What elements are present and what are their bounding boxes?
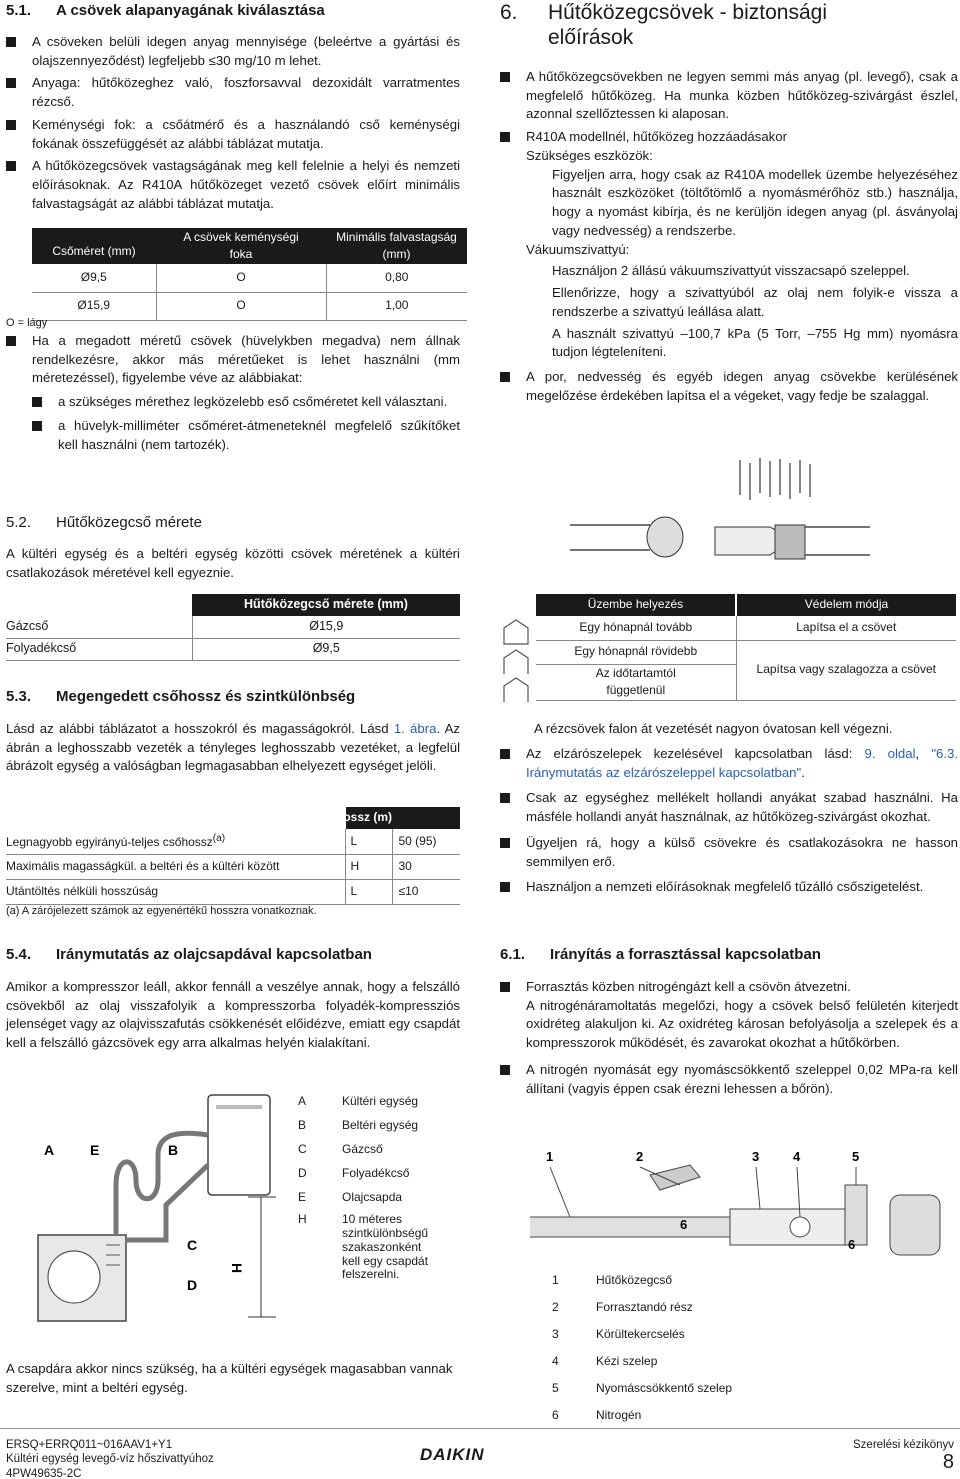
fig-num-5: 5 (852, 1149, 860, 1164)
tools-label: Szükséges eszközök: (526, 147, 653, 163)
bullet-foreign-matter: A csöveken belüli idegen anyag mennyisége (beleértve a gyártási és olajszennyeződést) legfeljebb ≤30 mg/10 m lehet. (6, 33, 460, 70)
figure-1-link[interactable]: 1. ábra (393, 721, 437, 736)
heading-5-1: 5.1. A csövek alapanyagának kiválasztása (6, 2, 325, 19)
table-allowed-length (6, 807, 460, 905)
paragraph-through-wall: A rézcsövek falon át vezetését nagyon óvatosan kell végezni. (534, 721, 893, 736)
legend-item: 6 Nitrogén (552, 1408, 642, 1423)
daikin-logo: DAIKIN (420, 1445, 485, 1464)
reducing-valve-icon (845, 1185, 867, 1245)
heading-6-1: 6.1. Irányítás a forrasztással kapcsolatban (500, 946, 821, 963)
table-row: Gázcső Ø15,9 (6, 616, 460, 638)
vacuum-paragraph-1: Használjon 2 állású vákuumszivattyút visszacsapó szeleppel. (552, 263, 910, 279)
table-row: Maximális magasságkül. a beltéri és a kültéri között H 30 (6, 854, 460, 879)
table-row: Az időtartamtól függetlenül (536, 664, 956, 700)
fig-label-b: B (168, 1142, 179, 1158)
bullet-stop-valve: Az elzárószelepek kezelésével kapcsolatban lásd: 9. oldal, "6.3. Iránymutatás az elzárószeleppel kapcsolatban". (500, 745, 958, 782)
table-row: Legnagyobb egyirányú-teljes csőhossz$^{(a)}$ L 50 (95) (6, 829, 460, 854)
paragraph-oil-trap: Amikor a kompresszor leáll, akkor fennáll a veszélye annak, hogy a felszálló csövekből az olaj visszafolyik a kompresszorba folyadék-kompressziós jelenséget vagy az olajvisszafutás csökkenését előidézve, emiatt egy csapdát kell a felszálló gázcsövek egy arra alkalmas helyén kialakítani. (6, 979, 460, 1051)
legend-item: 1 Hűtőközegcső (552, 1273, 673, 1287)
footer-model: ERSQ+ERRQ011~016AAV1+Y1 (6, 1439, 173, 1451)
table-row: Egy hónapnál rövidebb Lapítsa vagy szalagozza a csövet (536, 640, 956, 664)
bullet-nitrogen-pressure: A nitrogén nyomását egy nyomáscsökkentő szeleppel 0,02 MPa-ra kell állítani (vagyis éppen csak érezni lehessen a bőrön). (500, 1061, 958, 1098)
fig-num-2: 2 (636, 1149, 644, 1164)
legend-item: D Folyadékcső (298, 1166, 410, 1181)
house-icon (504, 650, 528, 674)
indoor-unit-shape (208, 1095, 270, 1195)
col-pipe-size-header: Hűtőközegcső mérete (mm) (192, 594, 460, 616)
table-wall-thickness (32, 228, 467, 321)
vacuum-paragraph-3: A használt szivattyú –100,7 kPa (5 Torr, –755 Hg mm) nyomásra tudjon légteleníteni. (552, 325, 958, 360)
footer-left (6, 1438, 214, 1479)
legend-item: H 10 méteres szintkülönbségű szakaszonként kell egy csapdát felszerelni. (298, 1212, 429, 1282)
heading-6: 6. Hűtőközegcsövek - biztonsági előírások (500, 1, 827, 50)
table-pipe-protection (536, 594, 956, 701)
col-pipe-size: Csőméret (mm) (52, 243, 136, 258)
section-6-1-bullets (500, 978, 958, 1098)
house-icon (504, 678, 528, 702)
oil-trap-legend (298, 1093, 463, 1289)
torch-icon (650, 1165, 700, 1190)
paragraph-pipe-length: Lásd az alábbi táblázatot a hosszokról és magasságokról. Lásd 1. ábra. Az ábrán a leghosszabb vezeték a tényleges leghosszabb vezetéket, a legfelül ábrázolt egység a valóságban legmagasabban elhelyezett egységet jelöli. (6, 721, 460, 774)
hand-valve-icon (790, 1217, 810, 1237)
pipe-end-illustration (570, 455, 870, 575)
fig-label-a: A (44, 1142, 55, 1158)
legend-item: 3 Körültekercselés (552, 1327, 685, 1342)
fig-label-e: E (90, 1142, 100, 1158)
bullet-nearest-size: a szükséges mérethez legközelebb eső csőméretet kell választani. (32, 393, 460, 412)
legend-item: 4 Kézi szelep (552, 1354, 658, 1369)
fig-num-4: 4 (793, 1149, 801, 1164)
legend-item: E Olajcsapda (298, 1190, 403, 1205)
table-row: Ø15,9 O 1,00 (32, 292, 467, 320)
fig-num-6b: 6 (848, 1237, 856, 1252)
heading-5-4: 5.4. Iránymutatás az olajcsapdával kapcsolatban (6, 946, 372, 963)
footer-rule (0, 1428, 960, 1429)
oil-trap-diagram (36, 1085, 296, 1325)
table-row: Egy hónapnál tovább Lapítsa el a csövet (536, 616, 956, 640)
pipe-cap-icon (647, 517, 683, 557)
table-row: Utántöltés nélküli hosszúság L ≤10 (6, 879, 460, 904)
col-hardness: A csövek keménységi foka (183, 229, 299, 261)
bullet-thickness: A hűtőközegcsövek vastagságának meg kell felelnie a helyi és nemzeti előírásoknak. Az R410A hűtőközeget vezető csövek előírt minimális falvastagságát az alábbi táblázat mutatja. (6, 157, 460, 213)
paragraph-oxide-layer: A nitrogénáramoltatás megelőzi, hogy a csövek belső felületén kiterjedt oxidréteg alakuljon ki. Az oxidréteg károsan befolyásolja a szelepek és a kompresszorok működését, és zavarokat okozhat a hűtőkörben. (526, 997, 958, 1051)
fig-num-3: 3 (752, 1149, 760, 1164)
bullet-insulation: Használjon a nemzeti előírásoknak megfelelő tűzálló csőszigetelést. (500, 878, 958, 897)
col-installation-period: Üzembe helyezés (536, 594, 736, 616)
house-icons (500, 616, 536, 706)
fig-label-d: D (187, 1277, 198, 1293)
legend-item: 5 Nyomáscsökkentő szelep (552, 1381, 733, 1396)
bullet-no-other-substance: A hűtőközegcsövekben ne legyen semmi más anyag (pl. levegő), csak a megfelelő hűtőközeg. Ha munka közben hűtőközeg-szivárgást észlel, azonnal szellőztessen ki alaposan. (500, 68, 958, 124)
bullet-inch-sizes: Ha a megadott méretű csövek (hüvelykben megadva) nem állnak rendelkezésre, akkor más méretűeket is lehet használni (mm méretezéssel), figyelembe véve az alábbiakat: (6, 332, 460, 388)
bullet-material: Anyaga: hűtőközeghez való, foszforsavval dezoxidált varratmentes rézcső. (6, 74, 460, 111)
table-row: Folyadékcső Ø9,5 (6, 638, 460, 660)
legend-item: B Beltéri egység (298, 1118, 419, 1133)
section-5-1-bullets (6, 33, 460, 214)
fig-label-c: C (187, 1237, 198, 1253)
table-note-equivalent: (a) A zárójelezett számok az egyenértékű hosszra vonatkoznak. (6, 905, 317, 917)
col-protection-method: Védelem módja (804, 597, 889, 612)
tools-paragraph: Figyeljen arra, hogy csak az R410A modellek üzembe helyezéséhez használt eszközöket (töltőtömlő a nyomásmérőhöz stb.) használja, hogy a nyomást kibírja, és ne kerüljön idegen anyag (pl. ásványolaj vagy nedvesség) a rendszerbe. (552, 166, 958, 238)
house-icon (504, 620, 528, 644)
bullet-r410a: R410A modellnél, hűtőközeg hozzáadásakor (500, 128, 958, 147)
bullet-no-force: Ügyeljen rá, hogy a külső csövekre és csatlakozásokra ne hasson semmilyen erő. (500, 834, 958, 871)
section-5-1-inch (6, 332, 460, 454)
gas-pipe (116, 1133, 208, 1235)
bullet-reducers: a hüvelyk-milliméter csőméret-átmeneteknél megfelelő szűkítőket kell használni (nem tartozék). (32, 417, 460, 454)
legend-item: A Kültéri egység (298, 1094, 419, 1108)
legend-item: C Gázcső (298, 1142, 383, 1157)
bullet-flatten-ends: A por, nedvesség és egyéb idegen anyag csövekbe kerülésének megelőzése érdekében lapítsa el a végeket, vagy fedje be szalaggal. (500, 368, 958, 405)
footer-code: 4PW49635-2C (6, 1467, 82, 1479)
footer-right (853, 1438, 954, 1472)
table-refrigerant-pipe-size (6, 594, 460, 661)
section-6-bullets-2 (500, 745, 958, 897)
page-number: 8 (942, 1451, 954, 1474)
footer-manual: Szerelési kézikönyv (853, 1439, 954, 1451)
section-6-3-link[interactable]: "6.3. Iránymutatás az elzárószeleppel kapcsolatban" (526, 746, 959, 780)
heading-5-2: 5.2. Hűtőközegcső mérete (6, 514, 202, 531)
legend-item: 2 Forrasztandó rész (552, 1300, 693, 1315)
tape-icon (775, 525, 805, 559)
page-9-link[interactable]: 9. oldal (864, 746, 916, 761)
refrigerant-pipe-shape (530, 1217, 730, 1237)
table-row: Ø9,5 O 0,80 (32, 264, 467, 292)
col-min-thickness: Minimális falvastagság (mm) (336, 229, 457, 261)
table-note-soft: O = lágy (6, 317, 48, 329)
bullet-hardness: Keménységi fok: a csőátmérő és a használandó cső keménységi fokának összefüggését az alábbi táblázat mutatja. (6, 116, 460, 153)
bullet-flare-nuts: Csak az egységhez mellékelt hollandi anyákat szabad használni. Ha másféle hollandi anyát használnak, az hűtőközeg-szivárgást okozhat. (500, 789, 958, 826)
nitrogen-tank-icon (890, 1195, 940, 1255)
vacuum-label: Vákuumszivattyú: (526, 241, 630, 257)
fan-icon (48, 1251, 100, 1303)
footer-unit: Kültéri egység levegő-víz hőszivattyúhoz (6, 1453, 214, 1466)
bullet-nitrogen-flow: Forrasztás közben nitrogéngázt kell a csövön átvezetni. (500, 978, 958, 997)
heading-5-3: 5.3. Megengedett csőhossz és szintkülönbség (6, 688, 356, 705)
paragraph-pipe-size: A kültéri egység és a beltéri egység közötti csövek méretének a kültéri csatlakozások méretével kell egyeznie. (6, 546, 460, 580)
vacuum-paragraph-2: Ellenőrizze, hogy a szivattyúból az olaj nem folyik-e vissza a rendszerbe a szivattyú leállása alatt. (552, 285, 958, 319)
section-6-bullets (500, 68, 958, 405)
fig-num-1: 1 (546, 1149, 554, 1164)
brazing-diagram (530, 1145, 950, 1265)
brazing-legend (552, 1272, 852, 1434)
fig-label-h: H (229, 1263, 245, 1274)
paragraph-no-trap: A csapdára akkor nincs szükség, ha a kültéri egységek magasabban vannak szerelve, mint a beltéri egység. (6, 1361, 453, 1395)
col-allowed-length-header: Megengedett csőhossz (m) (346, 807, 460, 829)
fig-num-6a: 6 (680, 1217, 688, 1232)
